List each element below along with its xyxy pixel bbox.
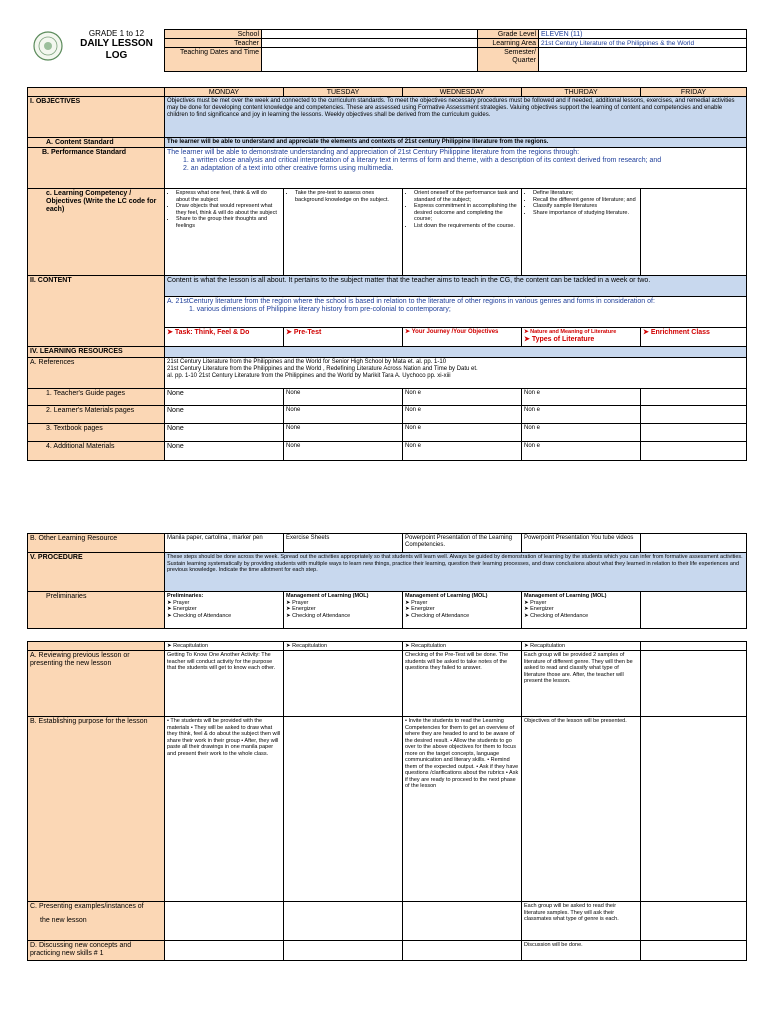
grade-range: GRADE 1 to 12 (88, 29, 145, 38)
learning-area-value[interactable]: 21st Century Literature of the Philippines & the World (538, 38, 747, 48)
competency-thu-item: • Share importance of studying literature. (533, 210, 638, 217)
resource-row-wed: Non e (402, 388, 522, 406)
proc-a-wednesday: Checking of the Pre-Test will be done. The students will be asked to take notes of the questions they failed to answer. (402, 650, 522, 717)
resource-row-label: 2. Learner's Materials pages (27, 405, 165, 424)
resource-row-thu: Non e (521, 388, 641, 406)
dates-label-cell (164, 47, 262, 72)
proc-a-thursday: Each group will be provided 2 samples of literature of different genre. They will then be asked to read and classify what type of literature those are. After, the teacher will present the lesson. (521, 650, 641, 717)
prelim-item-text: Energizer (411, 606, 435, 612)
deped-seal (33, 31, 63, 61)
competency-mon-item: • Express what one feel, think & will do about the subject (176, 190, 281, 203)
resource-row-thu: Non e (521, 423, 641, 442)
resources-label: IV. LEARNING RESOURCES (27, 346, 165, 358)
performance-standard-1: 1. a written close analysis and critical interpretation of a literary text in terms of form and theme, with a description of its context derived from research; and (183, 157, 662, 164)
prelim-item: ➤ Checking of Attendance (405, 612, 470, 619)
proc-d-wednesday (402, 940, 522, 961)
prelim-thu-title: Management of Learning (MOL) (524, 593, 607, 599)
recap-thursday: ➤ Recapitulation (521, 641, 641, 651)
resource-row-wed: Non e (402, 441, 522, 461)
proc-c-label (27, 901, 165, 941)
prelim-item-text: Prayer (530, 599, 547, 606)
prelim-item-text: Energizer (292, 606, 316, 612)
resource-row-fri (640, 423, 747, 442)
procedure-text: These steps should be done across the week. Spread out the activities appropriately so that students will learn well. Always be guided by demonstration of learning by the students which you can infer from formative assessment activities. Sustain learning systematically by providing students with multiple ways to learn new things, practice their learning, question their learning processes, and draw conclusions about what they learned in relation to their life experiences and previous knowledge. Indicate the time allotment for each step. (164, 552, 747, 592)
resource-row-fri (640, 441, 747, 461)
proc-a-tuesday (283, 650, 403, 717)
proc-c-label-line1: C. Presenting examples/instances of (30, 903, 144, 910)
prelim-item: ➤ Prayer (405, 599, 428, 606)
day-thursday: THURDAY (521, 87, 641, 97)
proc-b-label: B. Establishing purpose for the lesson (27, 716, 165, 902)
recap-tuesday: ➤ Recapitulation (283, 641, 403, 651)
proc-c-thursday: Each group will be asked to read their literature samples. They will ask their classmates what type of genre is each. (521, 901, 641, 941)
resource-row-mon: None (164, 388, 284, 406)
references-cell (164, 357, 747, 389)
preliminaries-friday (640, 591, 747, 629)
content-thursday-text2: Types of Literature (531, 335, 595, 343)
recap-text: Recapitulation (411, 643, 446, 649)
proc-b-thursday: Objectives of the lesson will be presented. (521, 716, 641, 902)
proc-d-tuesday (283, 940, 403, 961)
content-thursday: ➤ Nature and Meaning of Literature ➤ Types of Literature (521, 327, 641, 347)
preliminaries-label: Preliminaries (27, 591, 165, 629)
proc-c-tuesday (283, 901, 403, 941)
grade-level-label: Grade Level (497, 31, 536, 38)
day-tuesday: TUESDAY (283, 87, 403, 97)
proc-c-monday (164, 901, 284, 941)
prelim-tue-title: Management of Learning (MOL) (286, 593, 369, 599)
school-label: School (237, 31, 259, 38)
day-wednesday: WEDNESDAY (402, 87, 522, 97)
resource-row-fri (640, 405, 747, 424)
content-desc-cell (164, 296, 747, 328)
competency-friday (640, 188, 747, 276)
prelim-item: ➤ Energizer (167, 606, 197, 612)
prelim-item: ➤ Prayer (524, 599, 547, 606)
semester-label-cell (477, 47, 539, 72)
resource-row-fri (640, 388, 747, 406)
proc-a-friday (640, 650, 747, 717)
prelim-item-text: Checking of Attendance (530, 612, 589, 619)
resource-row-mon: None (164, 423, 284, 442)
competency-tuesday (283, 188, 403, 276)
prelim-item-text: Checking of Attendance (173, 612, 232, 619)
content-monday-text: Task: Think, Feel & Do (174, 329, 250, 336)
resource-row-mon: None (164, 441, 284, 461)
preliminaries-thursday (521, 591, 641, 629)
objectives-label: I. OBJECTIVES (27, 96, 165, 138)
competency-mon-item: • Draw objects that would represent what they feel, think & will do about the subject (176, 203, 281, 216)
competency-label: c. Learning Competency / Objectives (Write the LC code for each) (27, 188, 165, 276)
content-label: II. CONTENT (27, 275, 165, 355)
content-standard-text: The learner will be able to understand and appreciate the elements and contexts of 21st century Philippine literature from the regions. (164, 137, 747, 148)
semester-label: Semester/ Quarter (504, 49, 536, 64)
performance-standard-label: B. Performance Standard (27, 147, 165, 189)
competency-wed-item: • Express commitment in accomplishing the desired outcome and completing the course; (414, 203, 519, 223)
day-friday: FRIDAY (640, 87, 747, 97)
proc-a-monday: Getting To Know One Another Activity: The teacher will conduct activity for the purpose that the students will get to know each other. (164, 650, 284, 717)
competency-thursday (521, 188, 641, 276)
preliminaries-wednesday (402, 591, 522, 629)
prelim-item-text: Energizer (173, 606, 197, 612)
prelim-item: ➤ Energizer (405, 606, 435, 612)
competency-thu-item: • Recall the different genre of literature; and (533, 197, 638, 204)
content-wednesday-text: Your Journey /Your Objectives (411, 329, 499, 335)
grade-level-value[interactable]: ELEVEN (11) (538, 29, 747, 39)
competency-thu-item: • Classify sample literatures (533, 203, 638, 210)
resource-row-mon: None (164, 405, 284, 424)
other-resource-wed: Powerpoint Presentation of the Learning Competencies. (402, 533, 522, 553)
dates-field[interactable] (261, 47, 478, 72)
content-text: Content is what the lesson is all about. It pertains to the subject matter that the teacher aims to teach in the CG, the content can be tackled in a week or two. (164, 275, 747, 297)
recap-wednesday: ➤ Recapitulation (402, 641, 522, 651)
recap-text: Recapitulation (292, 643, 327, 649)
prelim-item-text: Prayer (411, 599, 428, 606)
prelim-item: ➤ Energizer (286, 606, 316, 612)
content-tuesday-text: Pre-Test (293, 329, 322, 336)
resource-row-thu: Non e (521, 441, 641, 461)
resource-row-label: 1. Teacher's Guide pages (27, 388, 165, 406)
performance-standard-cell (164, 147, 747, 189)
proc-b-monday: • The students will be provided with the materials • They will be asked to draw what they think, feel & do about the subject then will share their work in their group • After, they will paste all their drawings in one manila paper and present their work to the whole class. (164, 716, 284, 902)
content-standard-label: A. Content Standard (27, 137, 165, 148)
procedure-label: V. PROCEDURE (27, 552, 165, 592)
prelim-item-text: Checking of Attendance (292, 612, 351, 619)
proc-d-thursday: Discussion will be done. (521, 940, 641, 961)
prelim-item: ➤ Checking of Attendance (286, 612, 351, 619)
other-resource-tue: Exercise Sheets (283, 533, 403, 553)
proc-b-friday (640, 716, 747, 902)
competency-monday (164, 188, 284, 276)
prelim-item: ➤ Checking of Attendance (524, 612, 589, 619)
resource-row-label: 4. Additional Materials (27, 441, 165, 461)
teacher-label: Teacher (234, 40, 259, 47)
prelim-item-text: Energizer (530, 606, 554, 612)
content-friday: ➤ Enrichment Class (640, 327, 747, 347)
semester-field[interactable] (538, 47, 747, 72)
other-resource-thu: Powerpoint Presentation You tube videos (521, 533, 641, 553)
prelim-item-text: Prayer (173, 599, 190, 606)
competency-tue-item: • Take the pre-test to assess ones background knowledge on the subject. (295, 190, 400, 203)
competency-wednesday (402, 188, 522, 276)
references-label: A. References (27, 357, 165, 389)
proc-c-label-line2: the new lesson (40, 917, 87, 924)
resource-row-wed: Non e (402, 405, 522, 424)
preliminaries-monday (164, 591, 284, 629)
competency-thu-item: • Define literature; (533, 190, 638, 197)
resource-row-thu: Non e (521, 405, 641, 424)
prelim-mon-title: Preliminaries: (167, 593, 204, 599)
content-desc1: A. 21stCentury literature from the region where the school is based in relation to the literature of other regions in various genres and forms in consideration of: (167, 298, 655, 305)
prelim-item-text: Prayer (292, 599, 309, 606)
proc-a-label: A. Reviewing previous lesson or presenting the new lesson (27, 650, 165, 717)
resource-row-tue: None (283, 405, 403, 424)
proc-b-wednesday: • Invite the students to read the Learning Competencies for them to get an overview of where they are headed to and to be aware of the desired result. • Allow the students to go over to the above objectives for them to focus more on the target concepts, language communication and literary skills. • Remind them of the expected output. • Ask if they have questions /clarifications about the rubrics • Ask if they are ready to proceed to the next phase of the lesson (402, 716, 522, 902)
other-resource-mon: Manila paper, cartolina , marker pen (164, 533, 284, 553)
proc-b-tuesday (283, 716, 403, 902)
day-monday: MONDAY (164, 87, 284, 97)
prelim-item: ➤ Prayer (167, 599, 190, 606)
preliminaries-tuesday (283, 591, 403, 629)
header-title-block (70, 29, 163, 62)
title-line1: DAILY LESSON (80, 38, 153, 49)
competency-wed-item: • Orient oneself of the performance task and standard of the subject; (414, 190, 519, 203)
proc-d-friday (640, 940, 747, 961)
competency-wed-item: • List down the requirements of the course. (414, 223, 519, 230)
prelim-item: ➤ Prayer (286, 599, 309, 606)
dates-label: Teaching Dates and Time (180, 49, 259, 56)
objectives-text: Objectives must be met over the week and connected to the curriculum standards. To meet the objectives necessary procedures must be followed and if needed, additional lessons, exercises, and remedial activities may be done for developing content knowledge and competencies. These are assessed using Formative Assessment strategies. Valuing objectives support the learning of content and competencies and enable children to find significance and joy in learning the lessons. Weekly objectives shall be derived from the curriculum guides. (164, 96, 747, 138)
proc-c-friday (640, 901, 747, 941)
other-resource-label: B. Other Learning Resource (27, 533, 165, 553)
references-text2: 21st Century Literature from the Philippines and the World , Redefining Literature Across Nation and Time by Datu et. (167, 366, 478, 372)
prelim-item-text: Checking of Attendance (411, 612, 470, 619)
prelim-item: ➤ Checking of Attendance (167, 612, 232, 619)
content-monday: ➤ Task: Think, Feel & Do (164, 327, 284, 347)
proc-d-monday (164, 940, 284, 961)
recap-text: Recapitulation (530, 643, 565, 649)
resource-row-tue: None (283, 423, 403, 442)
prelim-item: ➤ Energizer (524, 606, 554, 612)
learning-area-label: Learning Area (492, 40, 536, 47)
competency-mon-item: • Share to the group their thoughts and feelings (176, 216, 281, 229)
resource-row-wed: Non e (402, 423, 522, 442)
resource-row-tue: None (283, 441, 403, 461)
references-text3: al. pp. 1-10 21st Century Literature from the Philippines and the World by Marikit Tara A. Uychoco pp. xi-xiii (167, 373, 451, 379)
other-resource-fri (640, 533, 747, 553)
proc-c-wednesday (402, 901, 522, 941)
content-wednesday: ➤ Your Journey /Your Objectives (402, 327, 522, 347)
resource-row-label: 3. Textbook pages (27, 423, 165, 442)
proc-d-label: D. Discussing new concepts and practicing new skills # 1 (27, 940, 165, 961)
resource-row-tue: None (283, 388, 403, 406)
content-thursday-text1: Nature and Meaning of Literature (530, 329, 617, 335)
performance-standard-2: 2. an adaptation of a text into other creative forms using multimedia. (183, 165, 394, 172)
prelim-wed-title: Management of Learning (MOL) (405, 593, 488, 599)
title-line2: LOG (105, 50, 128, 61)
content-friday-text: Enrichment Class (650, 329, 710, 336)
content-tuesday: ➤ Pre-Test (283, 327, 403, 347)
recap-monday: ➤ Recapitulation (164, 641, 284, 651)
performance-standard-intro: The learner will be able to demonstrate understanding and appreciation of 21st Century Philippine literature from the regions through: (167, 149, 580, 156)
references-text1: 21st Century Literature from the Philippines and the World for Senior High School by Mata et. al. pp. 1-10 (167, 359, 447, 365)
content-desc2: 1. various dimensions of Philippine literary history from pre-colonial to contemporary; (189, 306, 451, 313)
recap-text: Recapitulation (173, 643, 208, 649)
